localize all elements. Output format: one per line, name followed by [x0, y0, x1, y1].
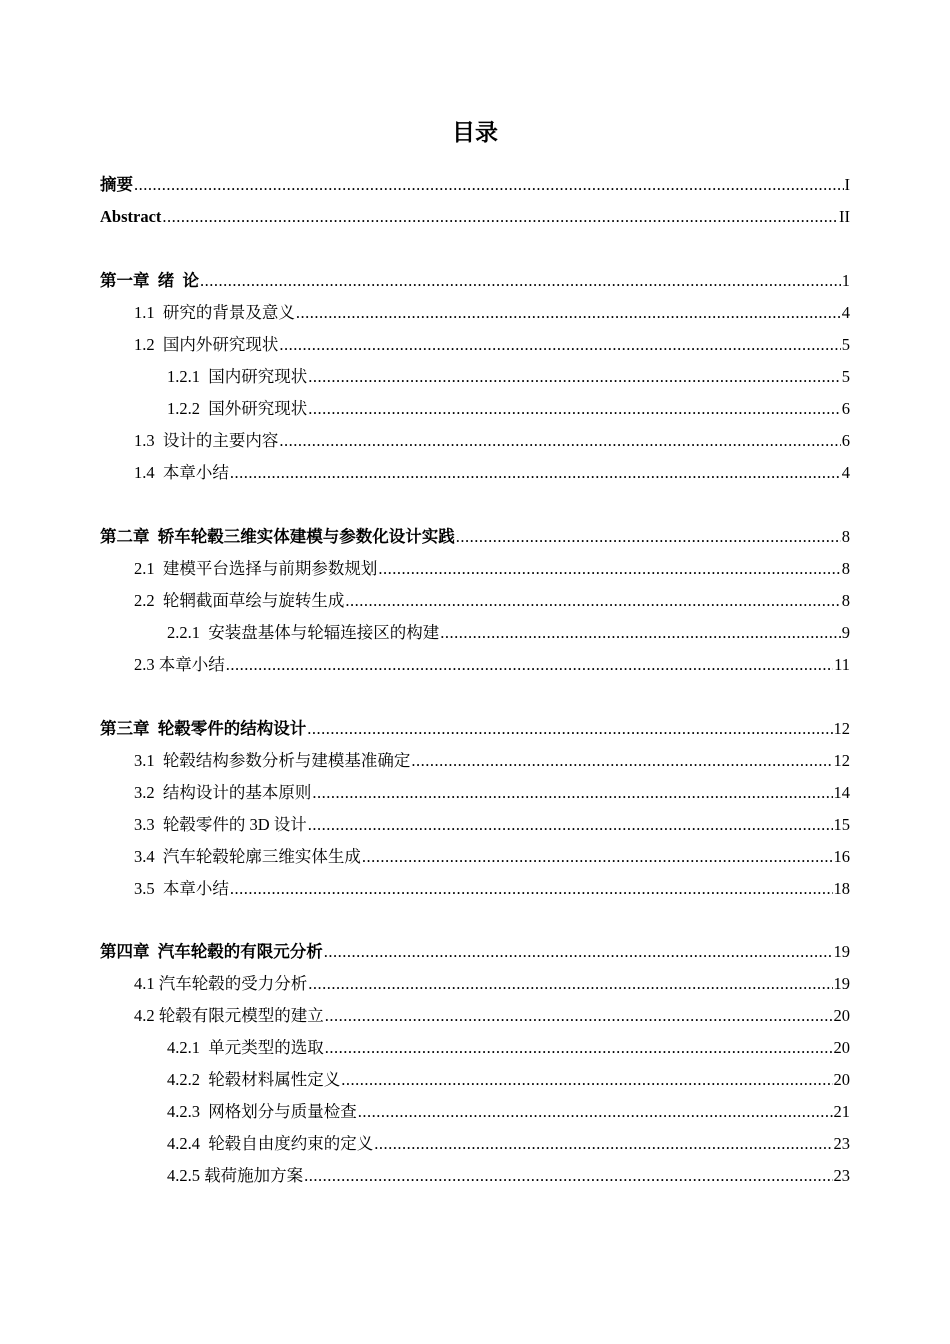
toc-page-number: 4 [841, 463, 850, 482]
toc-entry-label: 第四章 汽车轮毂的有限元分析 [100, 942, 323, 961]
toc-section-entry[interactable] [134, 653, 850, 677]
toc-leader-dots [230, 877, 833, 901]
toc-entry-label: 第三章 轮毂零件的结构设计 [100, 719, 307, 738]
toc-section-entry[interactable] [134, 749, 850, 773]
toc-page-number: 5 [841, 367, 850, 386]
toc-page-number: 19 [833, 942, 850, 961]
toc-entry-label: 4.2 轮毂有限元模型的建立 [134, 1006, 324, 1025]
toc-entry-label: 4.1 汽车轮毂的受力分析 [134, 974, 308, 993]
toc-section-entry[interactable] [134, 1004, 850, 1028]
toc-leader-dots [308, 813, 833, 837]
toc-page-number: 14 [833, 783, 850, 802]
toc-page-number: 23 [833, 1166, 850, 1185]
toc-page-number: 8 [841, 559, 850, 578]
toc-leader-dots [162, 205, 838, 229]
toc-subsection-entry[interactable] [167, 397, 850, 421]
toc-leader-dots [358, 1100, 833, 1124]
toc-subsection-entry[interactable] [167, 621, 850, 645]
toc-subsection-entry[interactable] [167, 1132, 850, 1156]
toc-subsection-entry[interactable] [167, 1100, 850, 1124]
toc-entry-label: 1.1 研究的背景及意义 [134, 303, 295, 322]
toc-page-number: 16 [833, 847, 850, 866]
toc-chapter-entry[interactable] [100, 717, 850, 741]
toc-subsection-entry[interactable] [167, 365, 850, 389]
toc-leader-dots [134, 173, 844, 197]
page-title: 目录 [452, 120, 498, 146]
toc-subsection-entry[interactable] [167, 1164, 850, 1188]
toc-entry-label: 3.2 结构设计的基本原则 [134, 783, 312, 802]
toc-page-number: 15 [833, 815, 850, 834]
toc-page-number: 20 [833, 1006, 850, 1025]
toc-chapter-entry[interactable] [100, 205, 850, 229]
toc-leader-dots [456, 525, 841, 549]
toc-leader-dots [325, 1036, 833, 1060]
toc-entry-label: 4.2.4 轮毂自由度约束的定义 [167, 1134, 374, 1153]
toc-leader-dots [325, 1004, 833, 1028]
toc-section-entry[interactable] [134, 333, 850, 357]
toc-entry-label: 2.2 轮辋截面草绘与旋转生成 [134, 591, 345, 610]
toc-page-number: 9 [841, 623, 850, 642]
toc-entry-label: 1.2 国内外研究现状 [134, 335, 279, 354]
toc-entry-label: 1.2.1 国内研究现状 [167, 367, 308, 386]
toc-entry-label: 3.3 轮毂零件的 3D 设计 [134, 815, 307, 834]
toc-leader-dots [374, 1132, 832, 1156]
toc-leader-dots [304, 1164, 832, 1188]
toc-section-entry[interactable] [134, 429, 850, 453]
toc-page-number: 20 [833, 1038, 850, 1057]
toc-section-entry[interactable] [134, 461, 850, 485]
toc-leader-dots [279, 429, 840, 453]
toc-page-number: 12 [833, 751, 850, 770]
toc-leader-dots [411, 749, 832, 773]
toc-page-number: 5 [841, 335, 850, 354]
toc-chapter-entry[interactable] [100, 940, 850, 964]
toc-entry-label: 第一章 绪 论 [100, 271, 199, 290]
toc-leader-dots [307, 717, 832, 741]
toc-entry-label: 1.4 本章小结 [134, 463, 229, 482]
toc-entry-label: 1.3 设计的主要内容 [134, 431, 279, 450]
toc-leader-dots [226, 653, 833, 677]
toc-entry-label: 4.2.2 轮毂材料属性定义 [167, 1070, 341, 1089]
toc-entry-label: 摘要 [100, 175, 133, 194]
toc-entry-label: 4.2.5 载荷施加方案 [167, 1166, 304, 1185]
toc-section-entry[interactable] [134, 557, 850, 581]
toc-chapter-entry[interactable] [100, 173, 850, 197]
toc-entry-label: 2.1 建模平台选择与前期参数规划 [134, 559, 378, 578]
toc-page-number: 23 [833, 1134, 850, 1153]
toc-page-number: 21 [833, 1102, 850, 1121]
toc-leader-dots [200, 269, 841, 293]
toc-leader-dots [440, 621, 841, 645]
toc-page-number: 11 [834, 655, 850, 674]
toc-section-entry[interactable] [134, 972, 850, 996]
toc-leader-dots [345, 589, 840, 613]
toc-page-number: I [844, 175, 850, 194]
toc-entry-label: 1.2.2 国外研究现状 [167, 399, 308, 418]
toc-entry-label: Abstract [100, 207, 162, 226]
toc-entry-label: 4.2.3 网格划分与质量检查 [167, 1102, 357, 1121]
toc-page-number: 18 [833, 879, 850, 898]
toc-chapter-entry[interactable] [100, 525, 850, 549]
toc-entry-label: 第二章 轿车轮毂三维实体建模与参数化设计实践 [100, 527, 455, 546]
toc-page-number: 6 [841, 399, 850, 418]
toc-leader-dots [296, 301, 841, 325]
toc-section-entry[interactable] [134, 813, 850, 837]
toc-leader-dots [279, 333, 840, 357]
toc-section-entry[interactable] [134, 301, 850, 325]
toc-leader-dots [308, 972, 832, 996]
toc-leader-dots [308, 365, 841, 389]
toc-page-number: 6 [841, 431, 850, 450]
toc-leader-dots [308, 397, 841, 421]
toc-page-number: II [839, 207, 850, 226]
toc-entry-label: 4.2.1 单元类型的选取 [167, 1038, 324, 1057]
toc-entry-label: 2.2.1 安装盘基体与轮辐连接区的构建 [167, 623, 440, 642]
toc-leader-dots [378, 557, 840, 581]
toc-page-number: 1 [841, 271, 850, 290]
toc-entry-label: 3.1 轮毂结构参数分析与建模基准确定 [134, 751, 411, 770]
toc-subsection-entry[interactable] [167, 1036, 850, 1060]
toc-leader-dots [312, 781, 832, 805]
toc-subsection-entry[interactable] [167, 1068, 850, 1092]
toc-leader-dots [362, 845, 833, 869]
toc-page-number: 4 [841, 303, 850, 322]
toc-page-number: 8 [841, 591, 850, 610]
toc-page-number: 19 [833, 974, 850, 993]
toc-section-entry[interactable] [134, 845, 850, 869]
toc-section-entry[interactable] [134, 589, 850, 613]
toc-page-number: 8 [841, 527, 850, 546]
toc-leader-dots [230, 461, 841, 485]
toc-page-number: 20 [833, 1070, 850, 1089]
toc-leader-dots [324, 940, 833, 964]
toc-leader-dots [341, 1068, 832, 1092]
toc-section-entry[interactable] [134, 781, 850, 805]
toc-page-number: 12 [833, 719, 850, 738]
toc-entry-label: 3.5 本章小结 [134, 879, 229, 898]
toc-entry-label: 3.4 汽车轮毂轮廓三维实体生成 [134, 847, 361, 866]
toc-entry-label: 2.3 本章小结 [134, 655, 225, 674]
toc-chapter-entry[interactable] [100, 269, 850, 293]
toc-section-entry[interactable] [134, 877, 850, 901]
